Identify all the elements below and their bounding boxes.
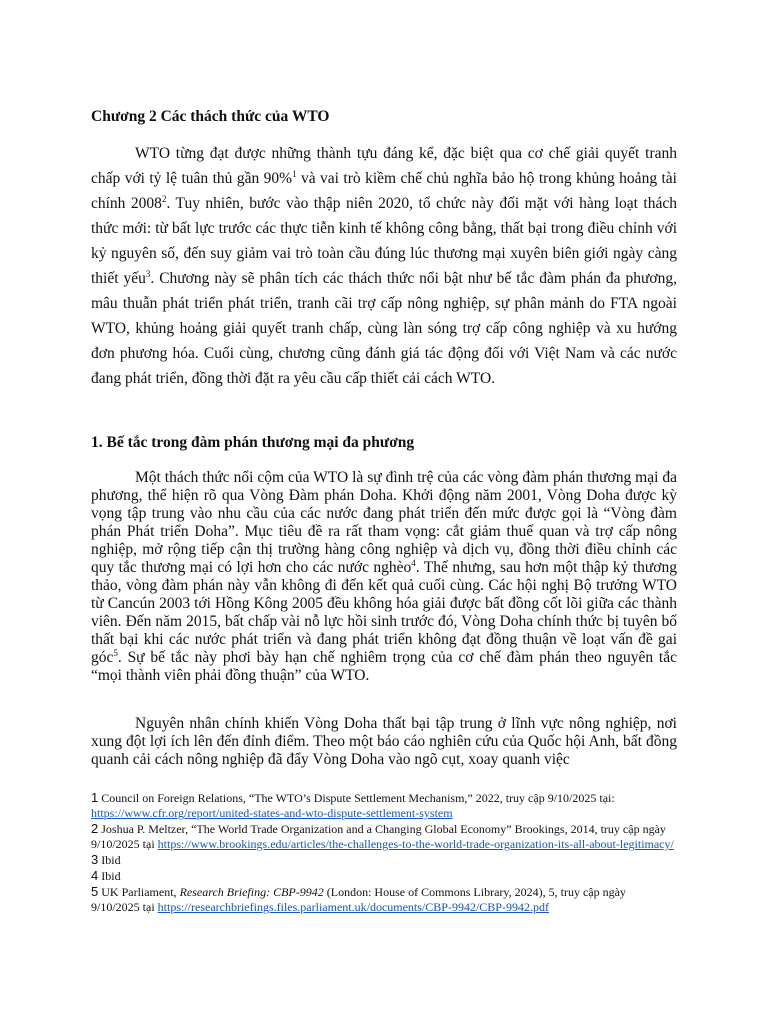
footnote-text: UK Parliament,	[101, 885, 180, 899]
section-paragraph-2: Nguyên nhân chính khiến Vòng Doha thất bại tập trung ở lĩnh vực nông nghiệp, nơi xung đột lợi ích lên đến đỉnh điểm. Theo một báo cáo nghiên cứu của Quốc hội Anh, bất đồng quanh cải cách nông nghiệp đã đẩy Vòng Doha vào ngõ cụt, xoay quanh việc	[91, 715, 677, 768]
footnote-text: (London: House of Commons Library, 2024), 5, truy cập ngày 9/10/2025 tại	[91, 885, 626, 914]
footnote-4	[91, 868, 677, 884]
footnote-number: 5	[91, 884, 99, 899]
intro-text-3: . Tuy nhiên, bước vào thập niên 2020, tổ chức này đối mặt với hàng loạt thách thức mới: từ bất lực trước các thực tiễn kinh tế không công bằng, thất bại trong điều chỉnh với kỷ nguyên số, đến suy giảm vai trò toàn cầu đúng lúc thương mại xuyên biên giới ngày càng thiết yếu	[91, 195, 678, 287]
footnote-ref-4[interactable]: 4	[411, 557, 416, 568]
footnote-ref-3[interactable]: 3	[145, 268, 151, 279]
section-paragraph-1	[91, 469, 677, 685]
footnote-text: Council on Foreign Relations, “The WTO’s Dispute Settlement Mechanism,” 2022, truy cập 9/10/2025 tại:	[101, 791, 615, 805]
footnote-5	[91, 884, 677, 915]
footnote-link[interactable]: https://www.brookings.edu/articles/the-challenges-to-the-world-trade-organization-its-all-about-legitimacy/	[157, 837, 674, 851]
footnote-text: Joshua P. Meltzer, “The World Trade Organization and a Changing Global Economy” Brookings, 2014, truy cập ngày 9/10/2025 tại	[91, 822, 666, 851]
footnote-ref-1[interactable]: 1	[292, 168, 297, 179]
footnote-3	[91, 852, 677, 868]
footnote-number: 4	[91, 868, 99, 883]
footnote-text: Ibid	[101, 853, 121, 867]
footnote-text: Ibid	[101, 869, 121, 883]
footnote-1	[91, 790, 677, 821]
intro-text-2: và vai trò kiềm chế chủ nghĩa bảo hộ trong khủng hoảng tài chính 2008	[91, 170, 677, 212]
footnote-link[interactable]: https://www.cfr.org/report/united-states-and-wto-dispute-settlement-system	[91, 806, 453, 820]
footnote-2	[91, 821, 677, 852]
footnote-ref-2[interactable]: 2	[161, 193, 167, 204]
para1-text-2: . Thế nhưng, sau hơn một thập kỷ thương thảo, vòng đàm phán này vẫn không đi đến kết quả cuối cùng. Các hội nghị Bộ trưởng WTO từ Cancún 2003 tới Hồng Kông 2005 đều không hóa giải được bất đồng cốt lõi giữa các thành viên. Đến năm 2015, bất chấp vài nỗ lực hồi sinh trước đó, Vòng Doha chính thức bị tuyên bố thất bại khi các nước phát triển và đang phát triển không đạt đồng thuận về loạt vấn đề gai góc	[91, 559, 677, 666]
para1-text-1: Một thách thức nổi cộm của WTO là sự đình trệ của các vòng đàm phán thương mại đa phương, thể hiện rõ qua Vòng Đàm phán Doha. Khởi động năm 2001, Vòng Doha được kỳ vọng tập trung vào nhu cầu của các nước đang phát triển đến mức được gọi là “Vòng đàm phán Phát triển Doha”. Mục tiêu đề ra rất tham vọng: cắt giảm thuế quan và trợ cấp nông nghiệp, mở rộng tiếp cận thị trường hàng công nghiệp và dịch vụ, đồng thời điều chỉnh các quy tắc thương mại có lợi hơn cho các nước nghèo	[91, 469, 677, 576]
footnote-number: 2	[91, 821, 99, 836]
chapter-title: Chương 2 Các thách thức của WTO	[91, 108, 330, 125]
footnote-number: 3	[91, 852, 99, 867]
intro-text-1: WTO từng đạt được những thành tựu đáng kể, đặc biệt qua cơ chế giải quyết tranh chấp với tỷ lệ tuân thủ gần 90%	[91, 145, 677, 187]
para1-text-3: . Sự bế tắc này phơi bày hạn chế nghiêm trọng của cơ chế đàm phán theo nguyên tắc “mọi thành viên phải đồng thuận” của WTO.	[91, 649, 677, 684]
intro-paragraph	[91, 141, 677, 391]
section-title: 1. Bế tắc trong đàm phán thương mại đa phương	[91, 434, 415, 451]
footnotes	[91, 790, 677, 915]
footnote-ref-5[interactable]: 5	[113, 647, 118, 658]
footnote-italic-title: Research Briefing: CBP-9942	[179, 885, 324, 899]
footnote-number: 1	[91, 790, 99, 805]
footnote-link[interactable]: https://researchbriefings.files.parliament.uk/documents/CBP-9942/CBP-9942.pdf	[157, 900, 549, 914]
intro-text-4: . Chương này sẽ phân tích các thách thức nổi bật như bế tắc đàm phán đa phương, mâu thuẫn phát triển phát triển, tranh cãi trợ cấp nông nghiệp, sự phân mảnh do FTA ngoài WTO, khủng hoảng giải quyết tranh chấp, cùng làn sóng trợ cấp công nghiệp và xu hướng đơn phương hóa. Cuối cùng, chương cũng đánh giá tác động đối với Việt Nam và các nước đang phát triển, đồng thời đặt ra yêu cầu cấp thiết cải cách WTO.	[91, 270, 677, 387]
